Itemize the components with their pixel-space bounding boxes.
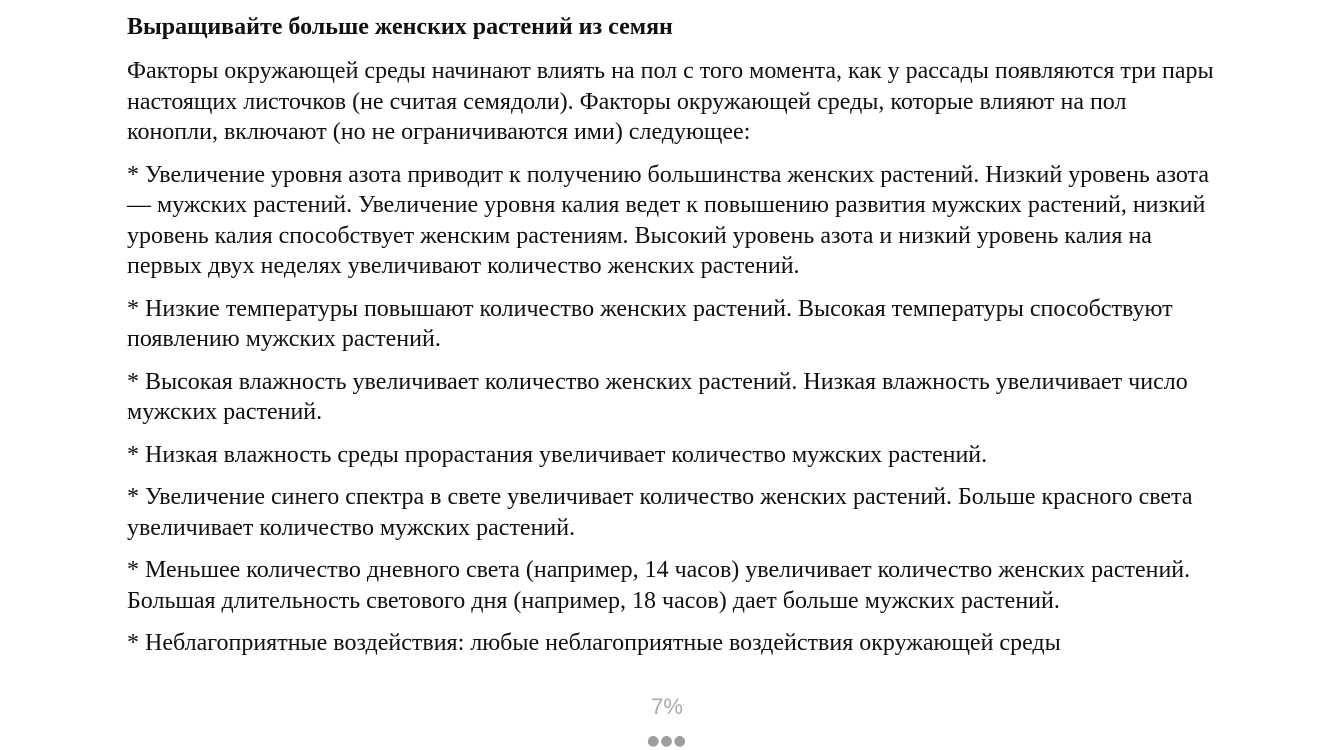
paragraph-stress: * Неблагоприятные воздействия: любые неблагоприятные воздействия окружающей среды bbox=[127, 630, 1061, 656]
more-dots-icon[interactable]: ●●● bbox=[647, 733, 687, 749]
paragraph-humidity: * Высокая влажность увеличивает количество женских растений. Низкая влажность увеличивает число мужских растений. bbox=[127, 368, 1188, 425]
paragraph-temperature: * Низкие температуры повышают количество женских растений. Высокая температуры способствуют появлению мужских растений. bbox=[127, 295, 1173, 352]
paragraph-intro: Факторы окружающей среды начинают влиять на пол с того момента, как у рассады появляются три пары настоящих листочков (не считая семядоли). Факторы окружающей среды, которые влияют на пол конопли, включают (но не ограничиваются ими) следующее: bbox=[127, 58, 1214, 145]
paragraph-nitrogen: * Увеличение уровня азота приводит к получению большинства женских растений. Низкий уровень азота — мужских растений. Увеличение уровня калия ведет к повышению развития мужских растений, низкий уровень калия способствует женским растениям. Высокий уровень азота и низкий уровень калия на первых двух неделях увеличивают количество женских растений. bbox=[127, 161, 1209, 279]
document-title: Выращивайте больше женских растений из семян bbox=[127, 14, 673, 40]
paragraph-daylight: * Меньшее количество дневного света (например, 14 часов) увеличивает количество женских растений. Большая длительность светового дня (например, 18 часов) дает больше мужских растений. bbox=[127, 557, 1191, 614]
paragraph-germination-humidity: * Низкая влажность среды прорастания увеличивает количество мужских растений. bbox=[127, 441, 988, 468]
document-content bbox=[127, 12, 1217, 671]
paragraph-light-spectrum: * Увеличение синего спектра в свете увеличивает количество женских растений. Больше красного света увеличивает количество мужских растений. bbox=[127, 484, 1193, 541]
reading-progress-label[interactable]: 7% bbox=[651, 694, 683, 719]
